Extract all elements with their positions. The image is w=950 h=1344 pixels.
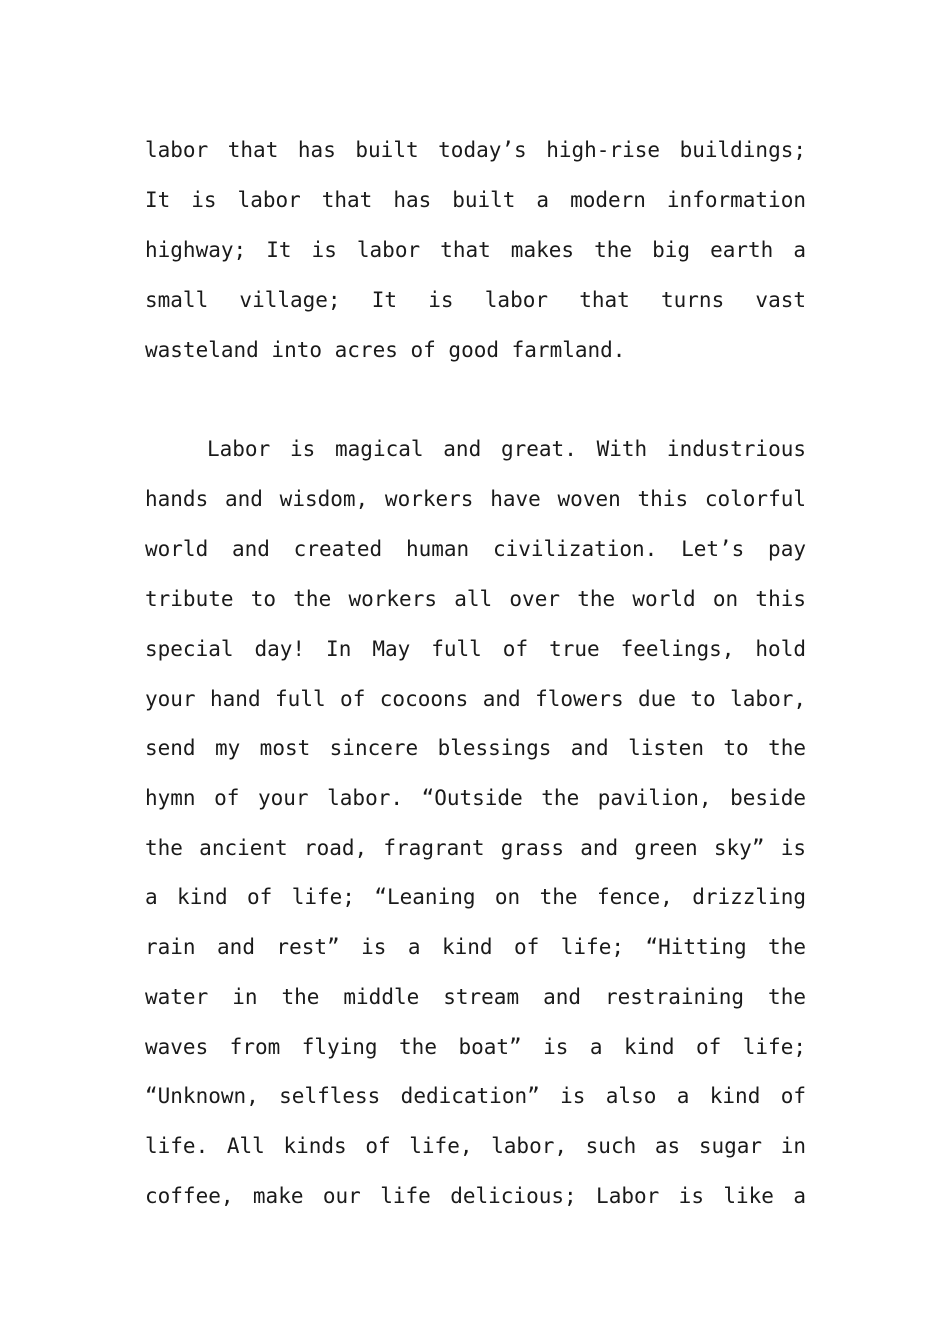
paragraph-line: hands and wisdom, workers have woven this colorful <box>145 487 806 511</box>
paragraph-line: highway; It is labor that makes the big earth a <box>145 238 806 262</box>
paragraph-line: hymn of your labor. “Outside the pavilion, beside <box>145 786 806 810</box>
paragraph-line: Labor is magical and great. With industrious <box>207 437 806 461</box>
paragraph-line: small village; It is labor that turns vast <box>145 288 806 312</box>
paragraph-line: tribute to the workers all over the world on this <box>145 587 806 611</box>
paragraph-line: a kind of life; “Leaning on the fence, drizzling <box>145 885 806 909</box>
paragraph-line: the ancient road, fragrant grass and green sky” is <box>145 836 806 860</box>
paragraph-line: rain and rest” is a kind of life; “Hitting the <box>145 935 806 959</box>
paragraph-line: It is labor that has built a modern information <box>145 188 806 212</box>
paragraph-line: wasteland into acres of good farmland. <box>145 338 626 362</box>
paragraph-line: life. All kinds of life, labor, such as sugar in <box>145 1134 806 1158</box>
paragraph-line: world and created human civilization. Let’s pay <box>145 537 806 561</box>
paragraph-line: “Unknown, selfless dedication” is also a kind of <box>145 1084 806 1108</box>
paragraph-line: special day! In May full of true feelings, hold <box>145 637 806 661</box>
paragraph-line: labor that has built today’s high-rise buildings; <box>145 138 806 162</box>
paragraph-line: waves from flying the boat” is a kind of life; <box>145 1035 806 1059</box>
paragraph-line: coffee, make our life delicious; Labor is like a <box>145 1184 806 1208</box>
paragraph-line: send my most sincere blessings and listen to the <box>145 736 806 760</box>
paragraph-line: your hand full of cocoons and flowers due to labor, <box>145 687 806 711</box>
paragraph-line: water in the middle stream and restraining the <box>145 985 806 1009</box>
